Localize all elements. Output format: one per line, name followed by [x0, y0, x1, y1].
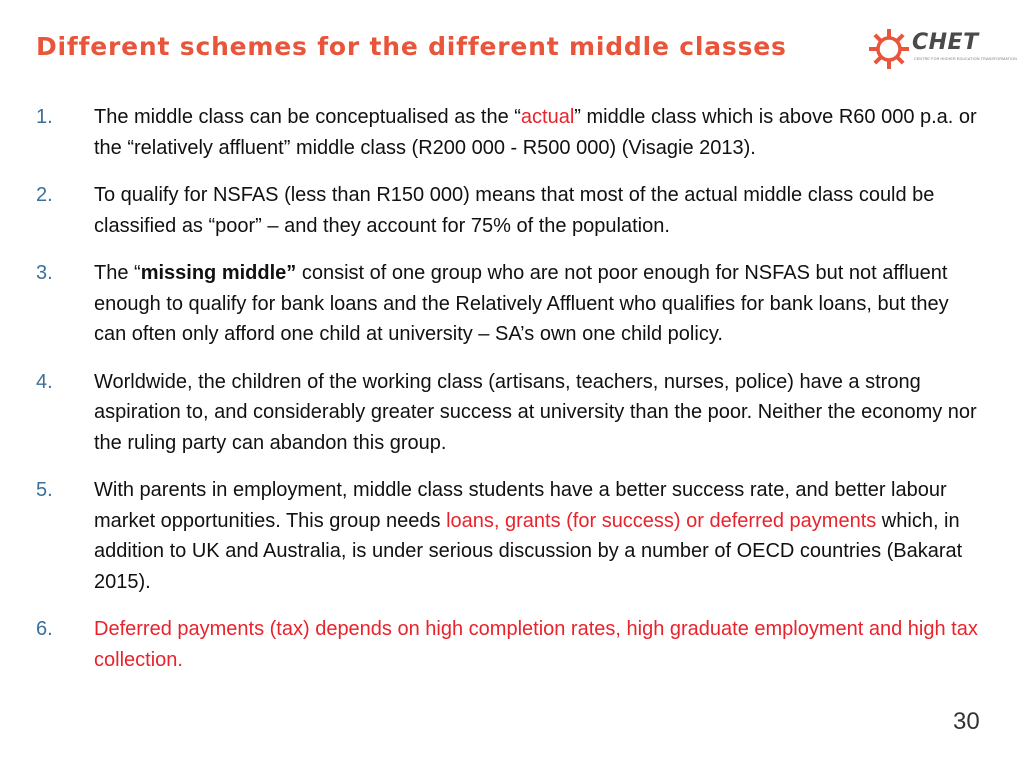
slide-title: Different schemes for the different middle classes: [36, 32, 787, 61]
item-number: 3.: [36, 262, 53, 284]
item-text-after: consist of one group who are not poor enough for NSFAS but not affluent enough to qualify for bank loans and the Relatively Affluent who qualifies for bank loans, but they can often only afford one child at university – SA’s own one child policy.: [94, 262, 949, 345]
highlight-deferred-payments: Deferred payments (tax) depends on high completion rates, high graduate employment and high tax collection.: [94, 618, 978, 671]
logo-subtitle: CENTRE FOR HIGHER EDUCATION TRANSFORMATION: [914, 57, 1018, 61]
item-text: [94, 258, 986, 350]
item-number: 4.: [36, 370, 53, 393]
item-number: 6.: [36, 618, 53, 640]
chet-logo: [868, 30, 1018, 70]
item-text-after: ” middle class which is above R60 000 p.a. or the “relatively affluent” middle class (R200 000 - R500 000) (Visagie 2013).: [94, 106, 977, 159]
list-item-1: [36, 102, 986, 163]
list-item-3: [36, 258, 986, 350]
item-text-before: With parents in employment, middle class students have a better success rate, and better labour market opportunities. This group needs: [94, 479, 947, 532]
highlight-loans-grants: loans, grants (for success) or deferred payments: [446, 509, 877, 532]
highlight-actual: actual: [520, 106, 575, 128]
bullet-list: [36, 102, 986, 692]
item-text-after: which, in addition to UK and Australia, is under serious discussion by a number of OECD countries (Bakarat 2015).: [94, 509, 963, 593]
item-text: To qualify for NSFAS (less than R150 000) means that most of the actual middle class could be classified as “poor” – and they account for 75% of the population.: [94, 184, 935, 237]
list-item-2: [36, 180, 986, 241]
item-number: 2.: [36, 184, 53, 206]
item-number: 5.: [36, 479, 53, 501]
item-text: [94, 102, 986, 163]
item-text-before: The “: [94, 262, 141, 284]
sun-gear-icon: [868, 28, 910, 70]
page-number: 30: [953, 708, 980, 735]
item-text-before: The middle class can be conceptualised as the “: [94, 106, 521, 128]
list-item-4: [36, 367, 986, 459]
item-text: [94, 475, 986, 597]
logo-wordmark: CHET: [912, 30, 979, 55]
bold-missing-middle: missing middle”: [140, 262, 297, 284]
list-item-6: [36, 614, 986, 675]
list-item-5: [36, 475, 986, 597]
item-text: Worldwide, the children of the working class (artisans, teachers, nurses, police) have a strong aspiration to, and considerably greater success at university than the poor. Neither the economy nor the ruling party can abandon this group.: [94, 370, 977, 454]
item-number: 1.: [36, 106, 53, 128]
